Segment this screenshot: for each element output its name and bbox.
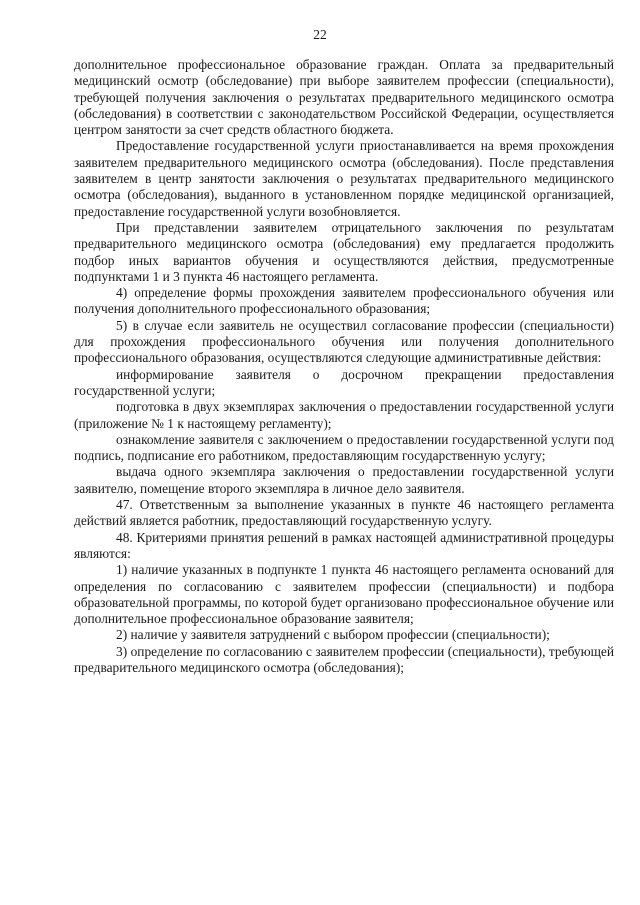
- action-preparation: подготовка в двух экземплярах заключения о предоставлении государственной услуги (приложение № 1 к настоящему регламенту);: [74, 399, 614, 431]
- list-item-4: 4) определение формы прохождения заявителем профессионального обучения или получения дополнительного профессионального образования;: [74, 285, 614, 317]
- criteria-item-1: 1) наличие указанных в подпункте 1 пункта 46 настоящего регламента оснований для определения по согласованию с заявителем профессии (специальности) и подбора образовательной программы, по которой будет организовано профессиональное обучение или дополнительное профессиональное образование заявителя;: [74, 562, 614, 627]
- page-number: 22: [313, 27, 327, 42]
- paragraph-suspension: Предоставление государственной услуги приостанавливается на время прохождения заявителем предварительного медицинского осмотра (обследования). После представления заявителем в центр занятости заключения о результатах предварительного медицинского осмотра (обследования), выданного в установленном порядке медицинской организацией, предоставление государственной услуги возобновляется.: [74, 138, 614, 219]
- action-informing: информирование заявителя о досрочном прекращении предоставления государственной услуги;: [74, 366, 614, 398]
- paragraph-payment: дополнительное профессиональное образование граждан. Оплата за предварительный медицинский осмотр (обследование) при выборе заявителем профессии (специальности), требующей получения заключения о результатах предварительного медицинского осмотра (обследования) в соответствии с законодательством Российской Федерации, осуществляется центром занятости за счет средств областного бюджета.: [74, 57, 614, 138]
- paragraph-negative-conclusion: При представлении заявителем отрицательного заключения по результатам предварительного медицинского осмотра (обследования) ему предлагается продолжить подбор иных вариантов обучения и осуществляются действия, предусмотренные подпунктами 1 и 3 пункта 46 настоящего регламента.: [74, 219, 614, 284]
- action-acquaintance: ознакомление заявителя с заключением о предоставлении государственной услуги под подпись, подписание его работником, предоставляющим государственную услугу;: [74, 431, 614, 464]
- criteria-item-2: 2) наличие у заявителя затруднений с выбором профессии (специальности);: [116, 627, 550, 643]
- clause-48: 48. Критериями принятия решений в рамках настоящей административной процедуры являются:: [74, 529, 614, 561]
- clause-47: 47. Ответственным за выполнение указанных в пункте 46 настоящего регламента действий является работник, предоставляющий государственную услугу.: [74, 497, 614, 529]
- document-body: [74, 57, 614, 676]
- action-issuance: выдача одного экземпляра заключения о предоставлении государственной услуги заявителю, помещение второго экземпляра в личное дело заявителя.: [74, 464, 614, 496]
- criteria-item-3: 3) определение по согласованию с заявителем профессии (специальности), требующей предварительного медицинского осмотра (обследования);: [74, 643, 614, 675]
- list-item-5: 5) в случае если заявитель не осуществил согласование профессии (специальности) для прохождения профессионального обучения или получения дополнительного профессионального образования, осуществляются следующие административные действия:: [74, 317, 614, 366]
